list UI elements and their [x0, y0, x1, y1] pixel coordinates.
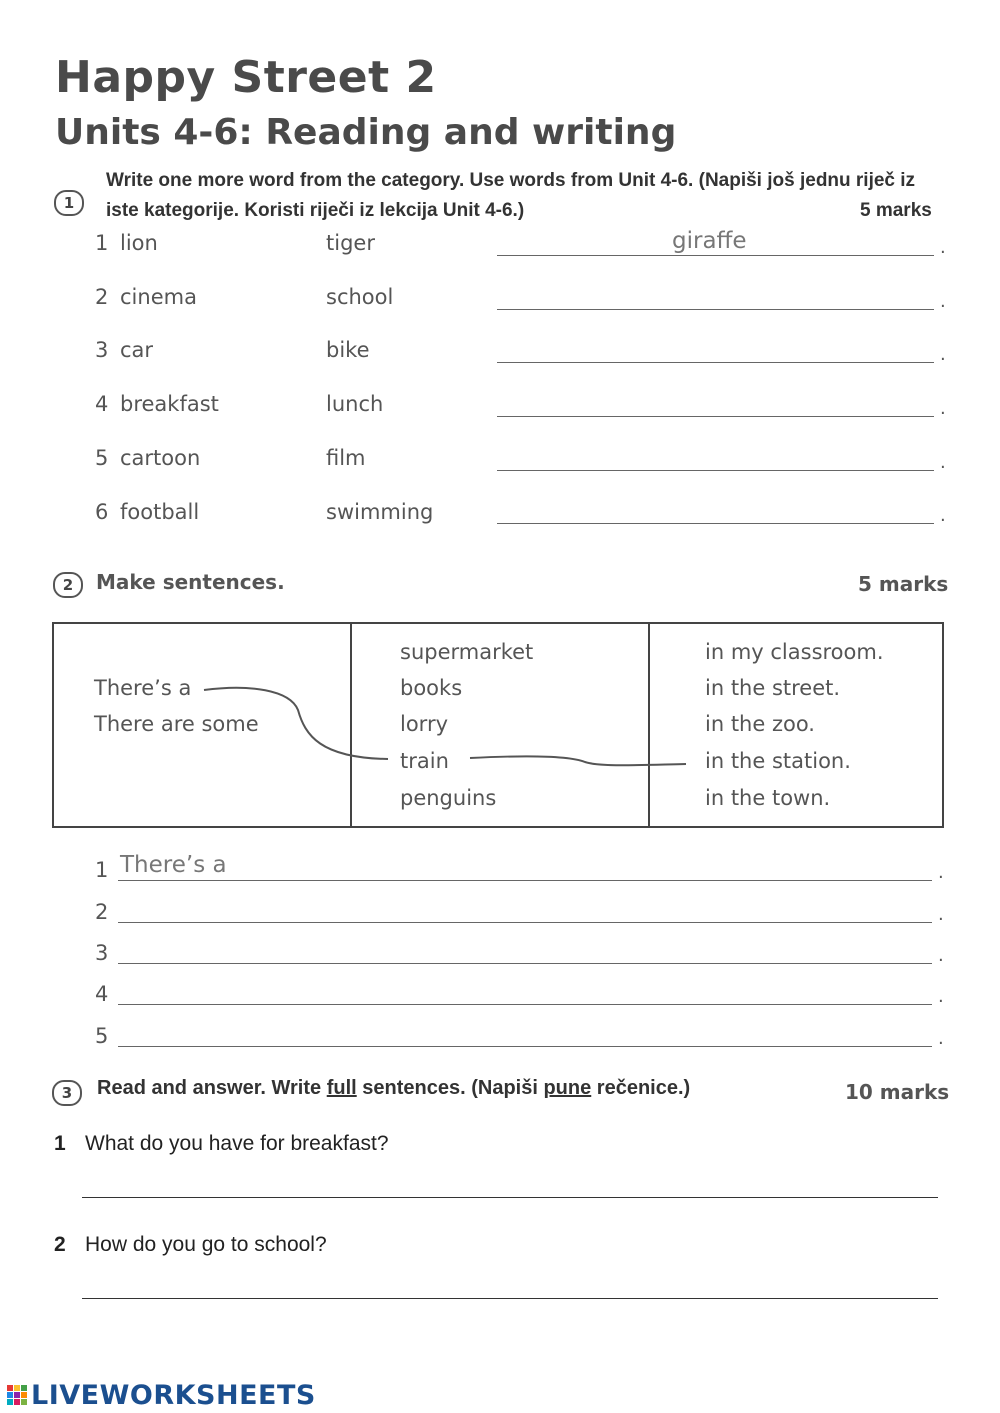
sentence-answer-line[interactable]	[118, 1004, 932, 1005]
period: .	[940, 505, 946, 526]
exercise-3-instruction: Read and answer. Write full sentences. (Napiši pune rečenice.)	[97, 1077, 691, 1099]
noun-option: lorry	[400, 712, 449, 736]
exercise-3-number: 3	[52, 1080, 82, 1106]
place-option: in the street.	[705, 676, 841, 700]
row-number: 4	[95, 392, 109, 416]
worksheet-title: Happy Street 2	[55, 52, 437, 103]
category-word-2: film	[326, 446, 366, 470]
row-number: 3	[95, 338, 109, 362]
exercise-2-marks: 5 marks	[858, 572, 949, 596]
sentence-line-number: 1	[95, 858, 109, 882]
example-match-line-2	[470, 756, 686, 765]
question-number: 1	[54, 1132, 66, 1155]
period: .	[938, 986, 944, 1007]
category-word-2: swimming	[326, 500, 434, 524]
category-word-1: car	[120, 338, 154, 362]
row-number: 2	[95, 285, 109, 309]
sentence-example: There’s a	[120, 852, 227, 878]
worksheet-subtitle: Units 4-6: Reading and writing	[55, 112, 677, 153]
exercise-1-number: 1	[54, 190, 84, 216]
sentence-line-number: 2	[95, 900, 109, 924]
noun-option: books	[400, 676, 463, 700]
question-text: How do you go to school?	[85, 1233, 327, 1256]
category-word-2: bike	[326, 338, 370, 362]
category-word-2: tiger	[326, 231, 375, 255]
question-number: 2	[54, 1233, 66, 1256]
category-word-1: lion	[120, 231, 158, 255]
sentence-answer-line[interactable]	[118, 922, 932, 923]
exercise-2-instruction: Make sentences.	[96, 570, 285, 594]
period: .	[938, 945, 944, 966]
sentence-line-number: 4	[95, 982, 109, 1006]
category-word-2: school	[326, 285, 394, 309]
noun-option: penguins	[400, 786, 497, 810]
category-word-1: cinema	[120, 285, 197, 309]
period: .	[940, 398, 946, 419]
noun-option: supermarket	[400, 640, 534, 664]
category-word-1: football	[120, 500, 200, 524]
sentence-line-number: 5	[95, 1024, 109, 1048]
period: .	[940, 237, 946, 258]
place-option: in the zoo.	[705, 712, 815, 736]
period: .	[940, 291, 946, 312]
exercise-2-number: 2	[53, 572, 83, 598]
category-word-1: cartoon	[120, 446, 201, 470]
underlined-word: pune	[543, 1077, 592, 1099]
liveworksheets-logo-icon	[6, 1384, 28, 1406]
row-number: 5	[95, 446, 109, 470]
question-text: What do you have for breakfast?	[85, 1132, 389, 1155]
logo-text: LIVEWORKSHEETS	[31, 1380, 316, 1411]
row-number: 1	[95, 231, 109, 255]
exercise-1-marks: 5 marks	[860, 200, 932, 221]
example-match-line-1	[204, 688, 388, 759]
exercise-1-instruction-line2: iste kategorije. Koristi riječi iz lekcija Unit 4-6.)	[106, 200, 525, 221]
sentence-line-number: 3	[95, 941, 109, 965]
place-option: in my classroom.	[705, 640, 884, 664]
period: .	[938, 862, 944, 883]
liveworksheets-logo[interactable]	[6, 1380, 316, 1411]
exercise-3-marks: 10 marks	[845, 1080, 950, 1104]
category-word-2: lunch	[326, 392, 384, 416]
sentence-answer-line[interactable]	[118, 963, 932, 964]
noun-option: train	[400, 749, 449, 773]
period: .	[940, 452, 946, 473]
answer-example: giraffe	[672, 228, 747, 254]
period: .	[940, 344, 946, 365]
underlined-word: full	[326, 1077, 357, 1099]
sentence-start: There’s a	[94, 676, 192, 700]
sentence-answer-line[interactable]	[118, 1046, 932, 1047]
question-answer-line[interactable]	[82, 1298, 938, 1299]
period: .	[938, 1028, 944, 1049]
sentence-start: There are some	[94, 712, 259, 736]
sentence-answer-line[interactable]	[118, 880, 932, 881]
place-option: in the town.	[705, 786, 831, 810]
category-word-1: breakfast	[120, 392, 219, 416]
row-number: 6	[95, 500, 109, 524]
exercise-1-instruction-line1: Write one more word from the category. Use words from Unit 4-6. (Napiši još jednu riječ iz	[106, 170, 916, 191]
period: .	[938, 904, 944, 925]
place-option: in the station.	[705, 749, 851, 773]
question-answer-line[interactable]	[82, 1197, 938, 1198]
